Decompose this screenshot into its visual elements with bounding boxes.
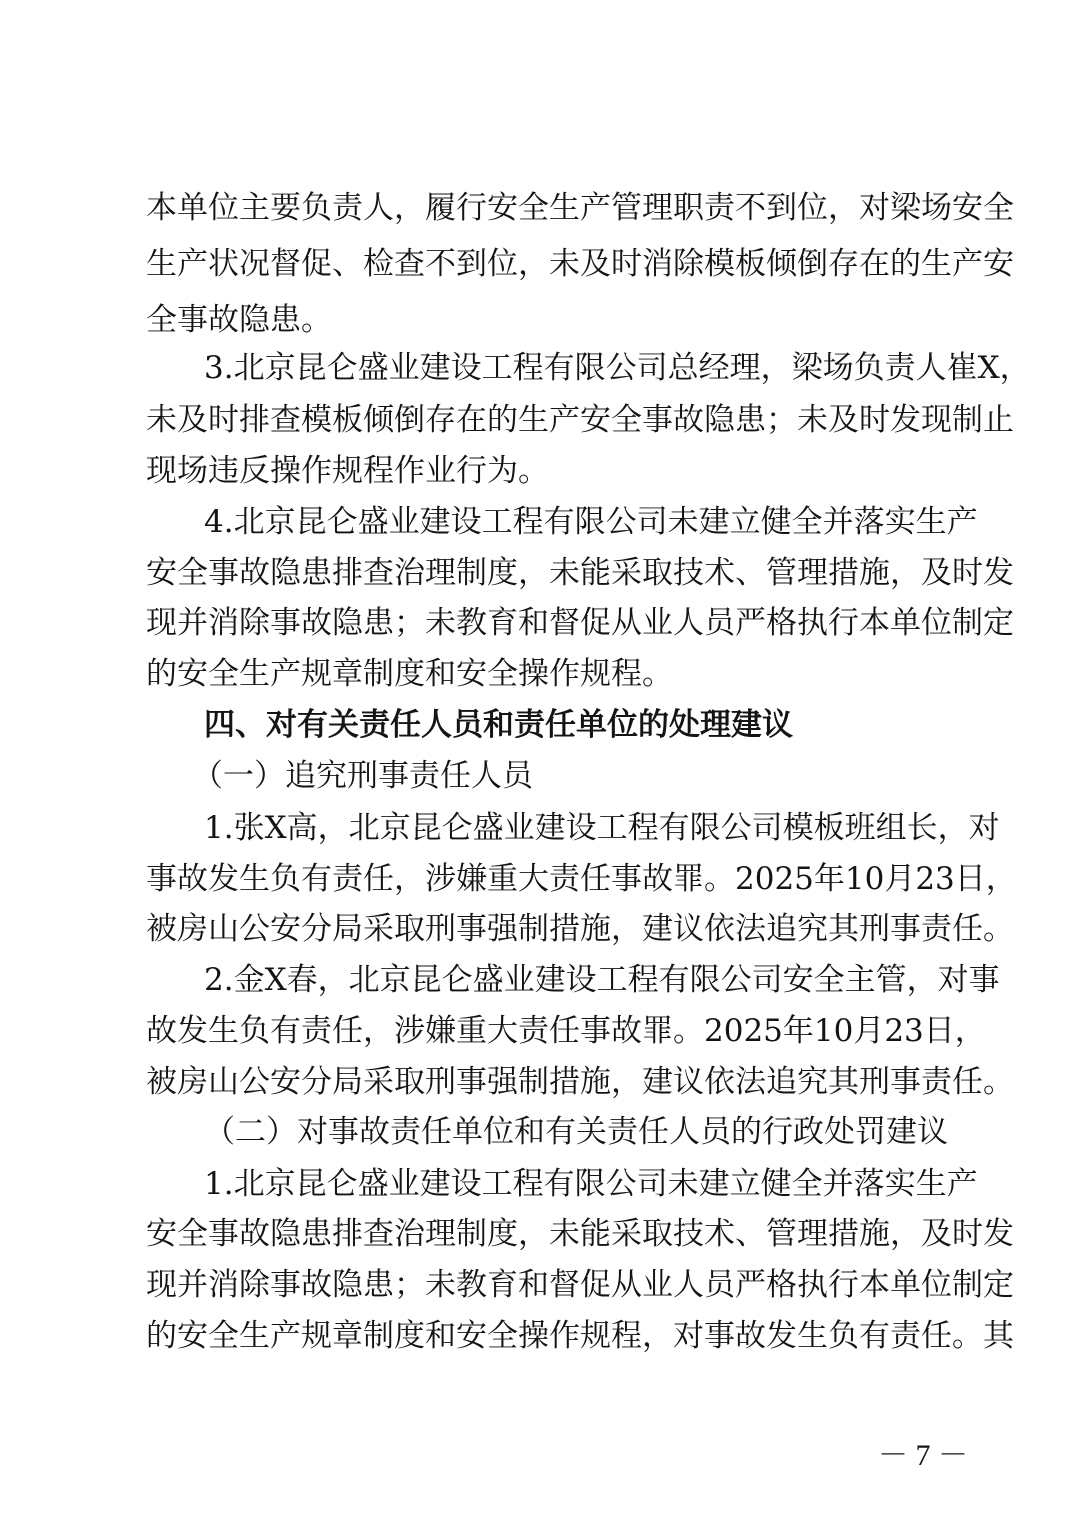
paragraph-line: 被房山公安分局采取刑事强制措施，建议依法追究其刑事责任。 [146, 911, 1014, 947]
paragraph-line: 故发生负有责任，涉嫌重大责任事故罪。2025年10月23日， [146, 1013, 986, 1049]
paragraph-line: 1.北京昆仑盛业建设工程有限公司未建立健全并落实生产 [204, 1166, 978, 1202]
paragraph-line: 本单位主要负责人，履行安全生产管理职责不到位，对梁场安全 [146, 190, 1014, 226]
paragraph-line: 事故发生负有责任，涉嫌重大责任事故罪。2025年10月23日， [146, 861, 1017, 897]
paragraph-line: 安全事故隐患排查治理制度，未能采取技术、管理措施，及时发 [146, 555, 1014, 591]
page-number: － 7 － [878, 1439, 968, 1472]
subsection-heading: （一）追究刑事责任人员 [192, 758, 533, 794]
paragraph-line: 生产状况督促、检查不到位，未及时消除模板倾倒存在的生产安 [146, 246, 1014, 282]
paragraph-line: 的安全生产规章制度和安全操作规程。 [146, 656, 673, 692]
paragraph-line: 现并消除事故隐患；未教育和督促从业人员严格执行本单位制定 [146, 605, 1014, 641]
paragraph-line: 未及时排查模板倾倒存在的生产安全事故隐患；未及时发现制止 [146, 402, 1014, 438]
paragraph-line: 现并消除事故隐患；未教育和督促从业人员严格执行本单位制定 [146, 1267, 1014, 1303]
paragraph-line: 3.北京昆仑盛业建设工程有限公司总经理，梁场负责人崔X， [204, 350, 1031, 386]
paragraph-line: 现场违反操作规程作业行为。 [146, 453, 549, 489]
paragraph-line: 全事故隐患。 [146, 302, 332, 338]
paragraph-line: 4.北京昆仑盛业建设工程有限公司未建立健全并落实生产 [204, 504, 978, 540]
paragraph-line: 1.张X高，北京昆仑盛业建设工程有限公司模板班组长，对 [204, 810, 1000, 846]
paragraph-line: 安全事故隐患排查治理制度，未能采取技术、管理措施，及时发 [146, 1216, 1014, 1252]
paragraph-line: 的安全生产规章制度和安全操作规程，对事故发生负有责任。其 [146, 1318, 1014, 1354]
section-heading: 四、对有关责任人员和责任单位的处理建议 [204, 707, 793, 743]
paragraph-line: 被房山公安分局采取刑事强制措施，建议依法追究其刑事责任。 [146, 1064, 1014, 1100]
paragraph-line: 2.金X春，北京昆仑盛业建设工程有限公司安全主管，对事 [204, 962, 1000, 998]
subsection-heading: （二）对事故责任单位和有关责任人员的行政处罚建议 [204, 1114, 948, 1150]
